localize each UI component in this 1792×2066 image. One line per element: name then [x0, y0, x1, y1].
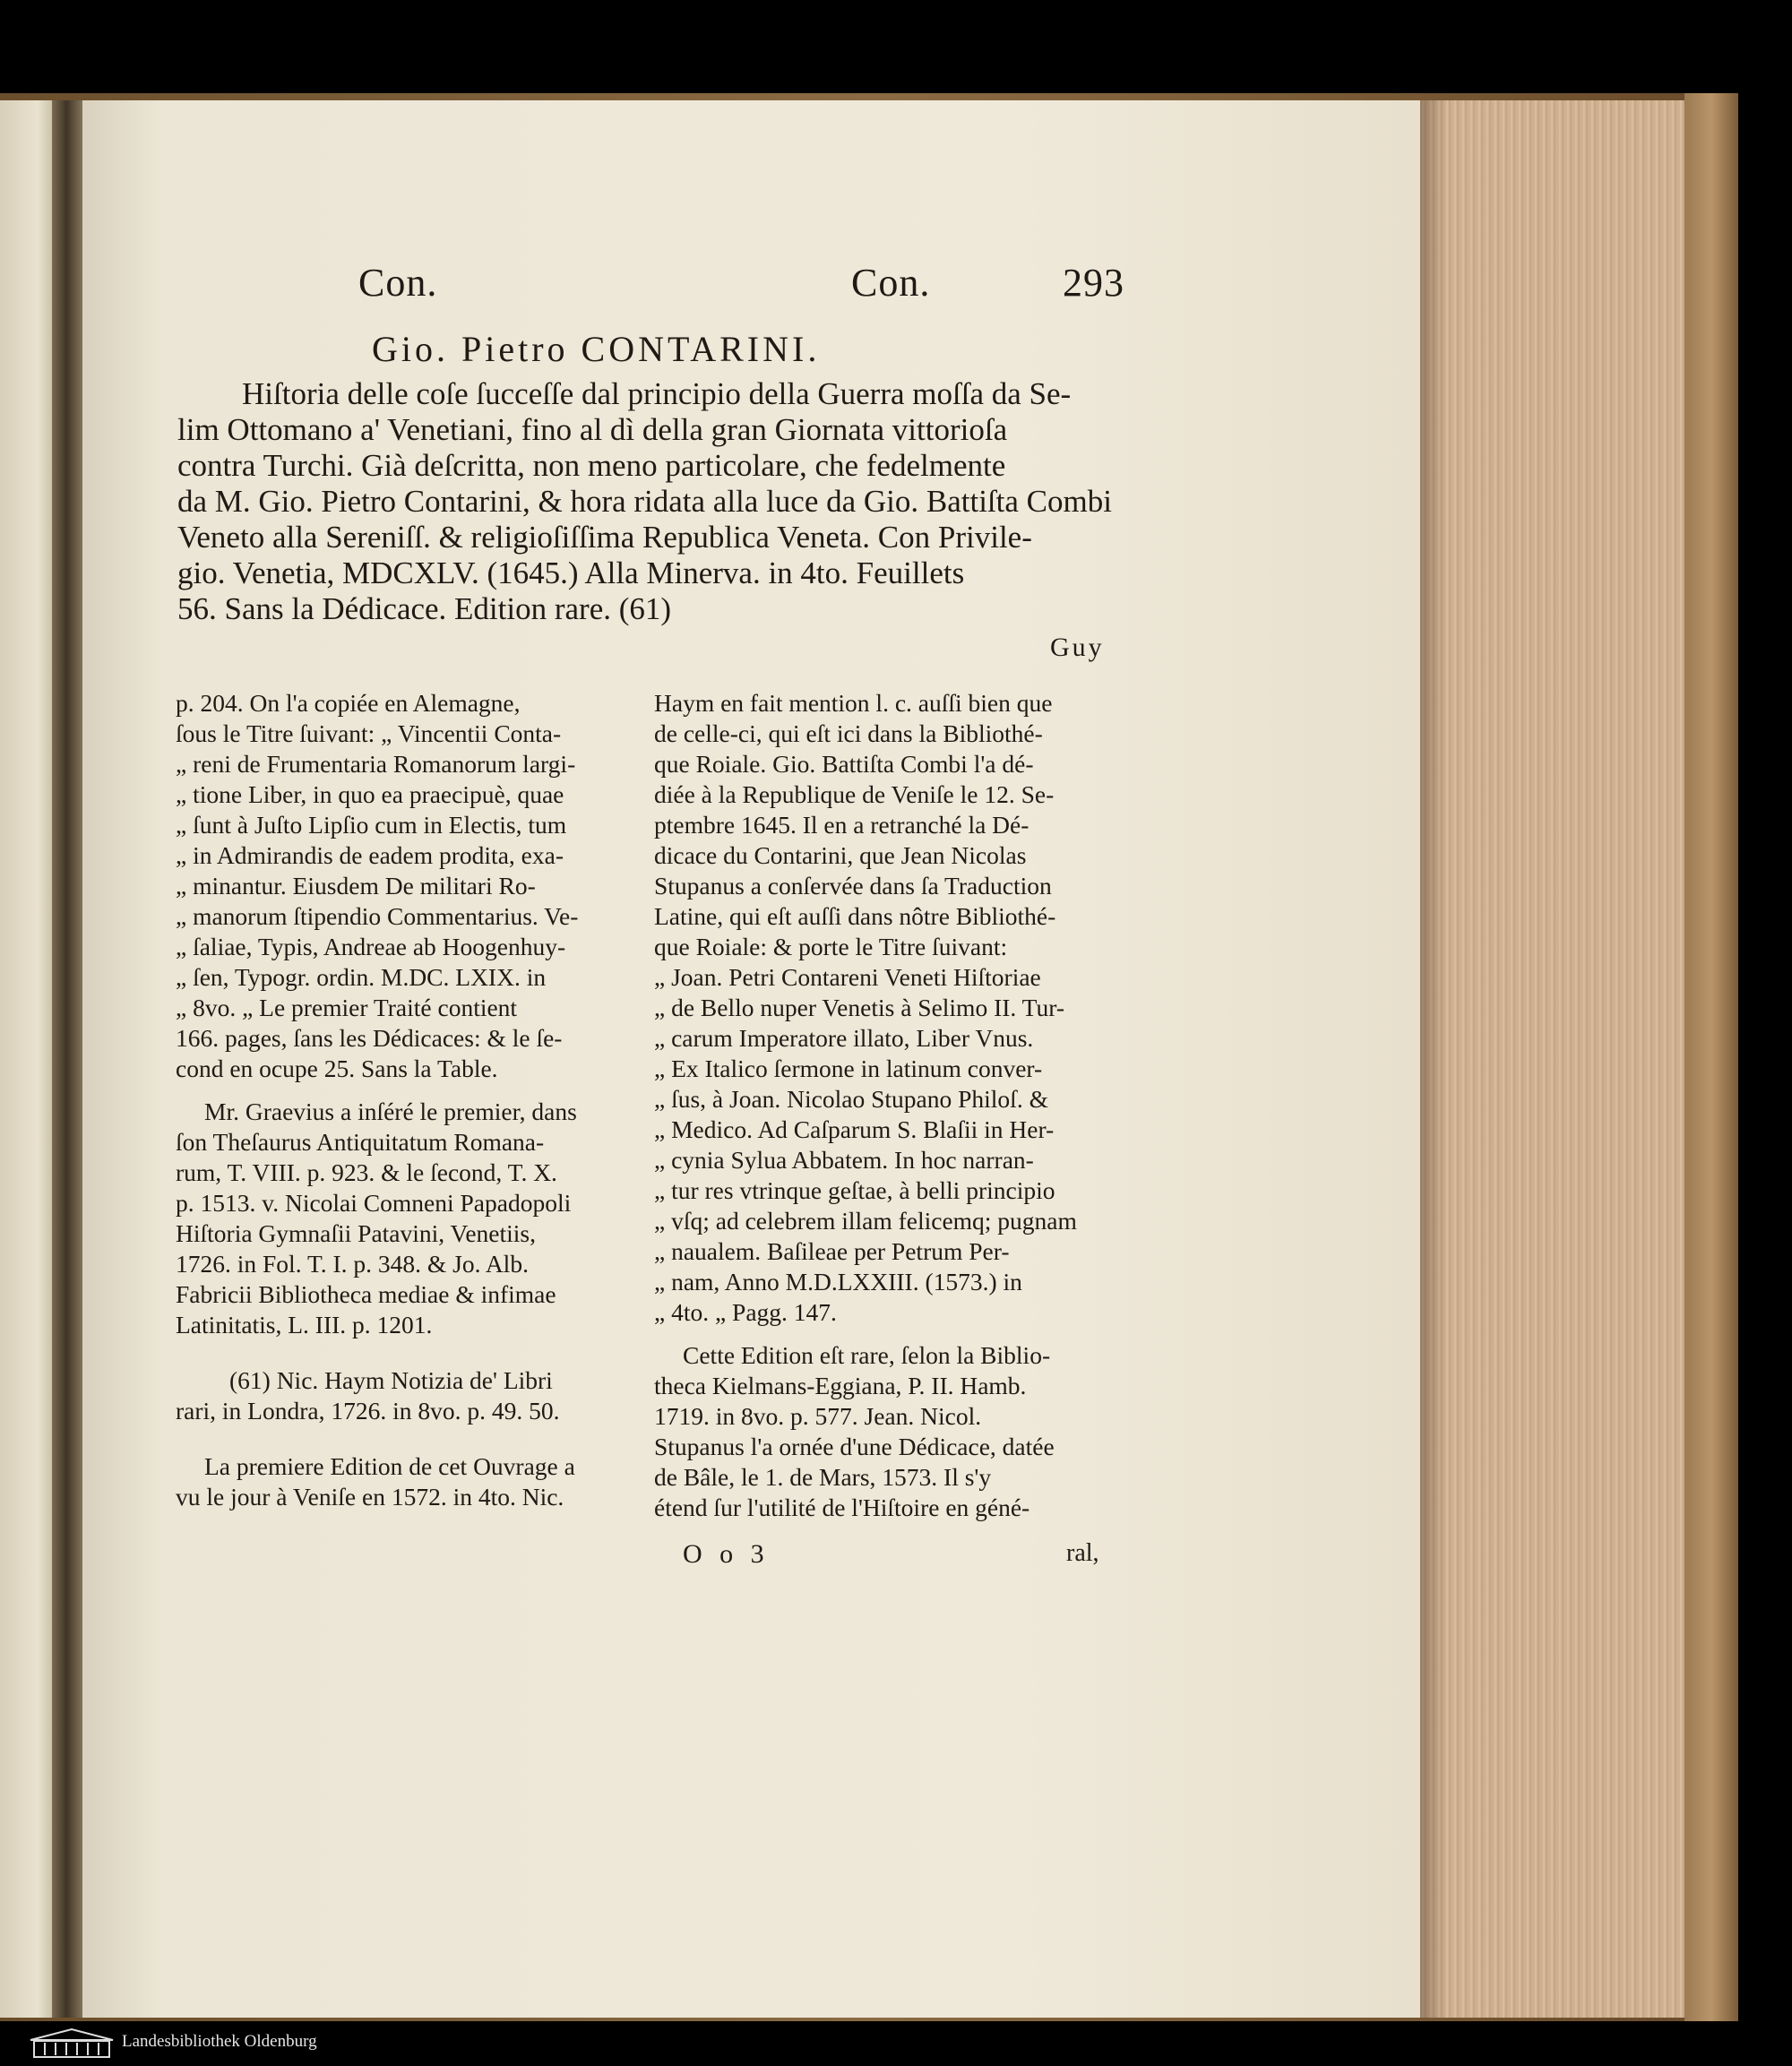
- text-line: „ in Admirandis de eadem prodita, exa-: [176, 841, 564, 869]
- text-line: theca Kielmans-Eggiana, P. II. Hamb.: [654, 1372, 1027, 1399]
- text-line: „ minantur. Eiusdem De militari Ro-: [176, 872, 536, 900]
- text-line: Mr. Graevius a inſéré le premier, dans: [204, 1098, 577, 1125]
- catchword-top: Guy: [1050, 633, 1105, 662]
- library-name: Landesbibliothek Oldenburg: [122, 2032, 317, 2051]
- text-line: p. 204. On l'a copiée en Alemagne,: [176, 689, 521, 717]
- book-gutter: [52, 100, 84, 2018]
- entry-line: 56. Sans la Dédicace. Edition rare. (61): [177, 591, 672, 626]
- text-line: „ 4to. „ Pagg. 147.: [654, 1298, 837, 1326]
- entry-line: Hiſtoria delle coſe ſucceſſe dal principio della Guerra moſſa da Se-: [242, 376, 1072, 411]
- text-line: cond en ocupe 25. Sans la Table.: [176, 1055, 498, 1082]
- signature-mark: O o 3: [683, 1539, 770, 1569]
- text-line: „ vſq; ad celebrem illam felicemq; pugnam: [654, 1207, 1077, 1235]
- text-line: „ de Bello nuper Venetis à Selimo II. Tur-: [654, 994, 1064, 1021]
- entry-line: lim Ottomano a' Venetiani, fino al dì della gran Giornata vittorioſa: [177, 412, 1008, 447]
- text-line: „ ſus, à Joan. Nicolao Stupano Philoſ. &: [654, 1085, 1048, 1113]
- text-line: Fabricii Bibliotheca mediae & infimae: [176, 1280, 556, 1308]
- text-line: ptembre 1645. Il en a retranché la Dé-: [654, 811, 1030, 839]
- text-line: 1726. in Fol. T. I. p. 348. & Jo. Alb.: [176, 1250, 529, 1278]
- footnote-line: La premiere Edition de cet Ouvrage a: [204, 1452, 575, 1480]
- entry-line: contra Turchi. Già deſcritta, non meno particolare, che fedelmente: [177, 448, 1006, 483]
- text-line: Latine, qui eſt auſſi dans nôtre Bibliothé-: [654, 902, 1056, 930]
- text-line: „ tur res vtrinque geſtae, à belli principio: [654, 1176, 1055, 1204]
- cover-edge: [1684, 93, 1738, 2025]
- entry-text: [177, 376, 1118, 627]
- text-line: „ Ex Italico ſermone in latinum conver-: [654, 1055, 1043, 1082]
- text-line: de Bâle, le 1. de Mars, 1573. Il s'y: [654, 1463, 992, 1491]
- entry-line: gio. Venetia, MDCXLV. (1645.) Alla Minerva. in 4to. Feuillets: [177, 555, 965, 590]
- right-column: [654, 688, 1116, 1523]
- text-line: p. 1513. v. Nicolai Comneni Papadopoli: [176, 1189, 572, 1217]
- text-line: „ carum Imperatore illato, Liber Vnus.: [654, 1024, 1034, 1052]
- page-number: 293: [1063, 261, 1124, 305]
- text-line: Stupanus l'a ornée d'une Dédicace, datée: [654, 1433, 1055, 1460]
- text-line: Hiſtoria Gymnaſii Patavini, Venetiis,: [176, 1219, 537, 1247]
- library-logo-icon: [27, 2027, 116, 2060]
- text-line: 1719. in 8vo. p. 577. Jean. Nicol.: [654, 1402, 982, 1430]
- text-line: „ nam, Anno M.D.LXXIII. (1573.) in: [654, 1268, 1022, 1296]
- footnote-line: vu le jour à Veniſe en 1572. in 4to. Nic.: [176, 1483, 564, 1511]
- footnote-line: (61) Nic. Haym Notizia de' Libri: [229, 1366, 553, 1394]
- running-head-left: Con.: [358, 261, 438, 305]
- text-line: „ naualem. Baſileae per Petrum Per-: [654, 1237, 1010, 1265]
- running-head-center: Con.: [851, 261, 931, 305]
- text-line: „ 8vo. „ Le premier Traité contient: [176, 994, 518, 1021]
- text-line: Stupanus a conſervée dans ſa Traduction: [654, 872, 1052, 900]
- text-line: que Roiale: & porte le Titre ſuivant:: [654, 933, 1008, 960]
- text-line: de celle-ci, qui eſt ici dans la Bibliothé-: [654, 719, 1043, 747]
- text-line: „ Medico. Ad Caſparum S. Blaſii in Her-: [654, 1115, 1055, 1143]
- text-line: ſous le Titre ſuivant: „ Vincentii Conta-: [176, 719, 562, 747]
- left-column: [176, 688, 633, 1512]
- text-line: Cette Edition eſt rare, ſelon la Biblio-: [683, 1341, 1051, 1369]
- text-line: ſon Theſaurus Antiquitatum Romana-: [176, 1128, 545, 1156]
- entry-line: Veneto alla Sereniſſ. & religioſiſſima Republica Veneta. Con Privile-: [177, 520, 1032, 555]
- text-line: diée à la Republique de Veniſe le 12. Se-: [654, 780, 1055, 808]
- author-heading: Gio. Pietro CONTARINI.: [372, 329, 821, 369]
- text-line: dicace du Contarini, que Jean Nicolas: [654, 841, 1027, 869]
- text-line: „ manorum ſtipendio Commentarius. Ve-: [176, 902, 579, 930]
- text-line: étend ſur l'utilité de l'Hiſtoire en géné-: [654, 1494, 1030, 1521]
- text-line: „ reni de Frumentaria Romanorum largi-: [176, 750, 576, 778]
- text-line: Latinitatis, L. III. p. 1201.: [176, 1311, 433, 1339]
- entry-line: da M. Gio. Pietro Contarini, & hora ridata alla luce da Gio. Battiſta Combi: [177, 484, 1112, 519]
- text-line: „ Joan. Petri Contareni Veneti Hiſtoriae: [654, 963, 1041, 991]
- text-line: Haym en fait mention l. c. auſſi bien que: [654, 689, 1053, 717]
- text-line: que Roiale. Gio. Battiſta Combi l'a dé-: [654, 750, 1034, 778]
- page-edges: [1420, 100, 1698, 2018]
- text-line: „ cynia Sylua Abbatem. In hoc narran-: [654, 1146, 1034, 1174]
- footnote-line: rari, in Londra, 1726. in 8vo. p. 49. 50.: [176, 1397, 560, 1425]
- page-edge-shadow: [1420, 100, 1447, 2018]
- text-line: „ ſen, Typogr. ordin. M.DC. LXIX. in: [176, 963, 547, 991]
- catchword-bottom: ral,: [1066, 1539, 1099, 1567]
- text-line: „ ſaliae, Typis, Andreae ab Hoogenhuy-: [176, 933, 566, 960]
- text-line: 166. pages, ſans les Dédicaces: & le ſe-: [176, 1024, 563, 1052]
- text-line: rum, T. VIII. p. 923. & le ſecond, T. X.: [176, 1158, 557, 1186]
- text-line: „ ſunt à Juſto Lipſio cum in Electis, tum: [176, 811, 567, 839]
- text-line: „ tione Liber, in quo ea praecipuè, quae: [176, 780, 564, 808]
